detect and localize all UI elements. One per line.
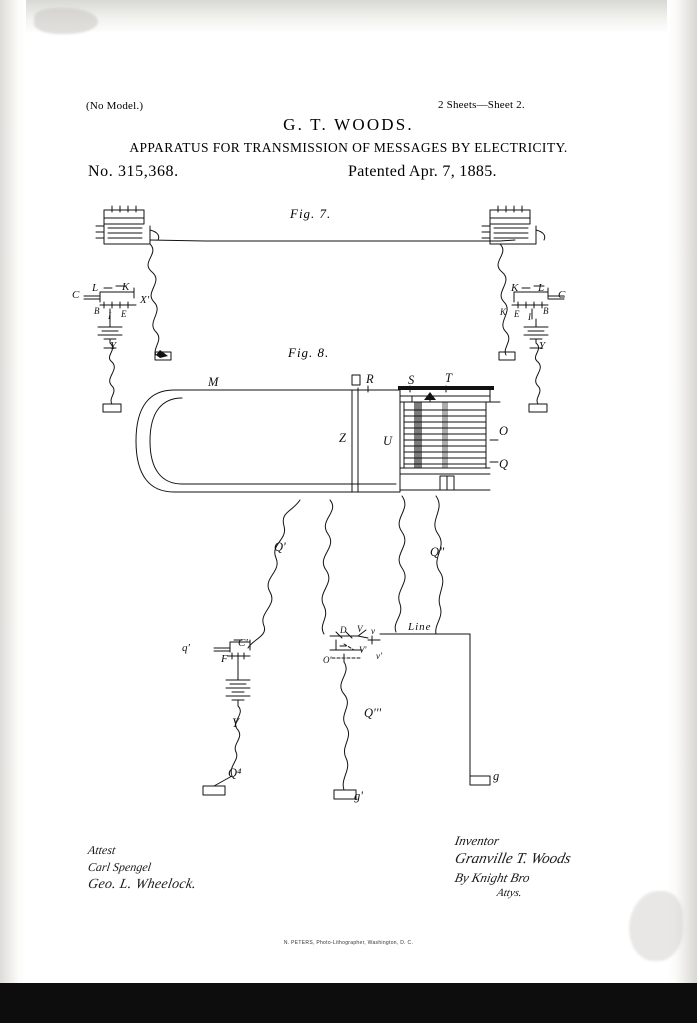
ref-letter-Q4: Q⁴ <box>228 766 242 780</box>
ref-letter-Q3: Q''' <box>364 706 382 720</box>
ref-letter-Oprime: O' <box>323 655 332 665</box>
fig8-lead-qdprime-a <box>322 500 333 634</box>
ref-letter-Y-right: Y <box>539 340 546 352</box>
fig8-tube <box>136 375 400 492</box>
ref-letter-B-left: B <box>94 306 100 316</box>
inventor-signature: Granville T. Woods <box>453 851 573 867</box>
ref-letter-gprime: g' <box>354 789 363 803</box>
attest-heading: Attest <box>87 843 117 857</box>
ref-letter-S: S <box>408 373 415 387</box>
sheet-count: 2 Sheets—Sheet 2. <box>438 99 525 111</box>
witness-two: Geo. L. Wheelock. <box>86 877 198 892</box>
ref-letter-Vprime: V' <box>359 645 367 655</box>
ref-letter-V: V <box>357 624 363 634</box>
ref-letter-T: T <box>445 371 452 385</box>
ref-letter-Y-lower: Y <box>232 716 239 730</box>
ref-letter-D: D <box>340 625 347 635</box>
ref-letter-U: U <box>383 434 393 448</box>
fig8-lead-qprime <box>248 500 300 648</box>
ref-letter-I-left: I <box>108 311 111 321</box>
ref-letter-I-right: I <box>528 312 531 322</box>
ref-letter-K-right-1: K <box>511 282 519 294</box>
ref-letter-q-prime-small: q' <box>182 642 190 654</box>
inventor-block <box>453 833 573 899</box>
scan-edge-bottom <box>0 983 697 1023</box>
patent-number: No. 315,368. <box>88 163 179 180</box>
fig7-right-instrument <box>482 206 545 244</box>
ref-letter-vprime: v' <box>376 651 382 661</box>
ref-label-line: Line <box>408 621 432 633</box>
fig8-lead-qdprime-b <box>395 496 405 632</box>
ref-letter-M: M <box>208 375 219 389</box>
fig7-line-wire <box>150 240 515 241</box>
no-model-note: (No Model.) <box>86 100 144 112</box>
figure-8-label: Fig. 8. <box>288 345 330 360</box>
ref-letter-E-left: E <box>121 309 127 319</box>
attorneys-label: Attys. <box>495 887 524 899</box>
inventor-byline: By Knight Bro <box>453 870 532 885</box>
ref-letter-C-right: C <box>558 289 566 301</box>
patent-date: Patented Apr. 7, 1885. <box>348 163 497 180</box>
ref-letter-v-lower: v <box>371 626 375 636</box>
fig7-left-instrument <box>96 206 159 244</box>
inventor-heading: Inventor <box>453 833 501 848</box>
ref-letter-L-right: L <box>538 282 545 294</box>
inventor-name-heading: G. T. WOODS. <box>283 115 414 134</box>
ref-letter-L-left: L <box>92 282 99 294</box>
fig8-relay-detail <box>330 630 490 799</box>
patent-title: APPARATUS FOR TRANSMISSION OF MESSAGES BY ELECTRICITY. <box>129 140 568 155</box>
ref-letter-g: g <box>493 769 500 783</box>
ref-letter-Qprime: Q' <box>274 540 286 554</box>
figure-7-label: Fig. 7. <box>290 206 332 221</box>
ref-letter-F: F <box>221 653 228 665</box>
ref-letter-O: O <box>499 424 509 438</box>
printer-imprint: N. PETERS, Photo-Lithographer, Washington, D. C. <box>283 940 414 946</box>
ref-letter-B-right: B <box>543 306 549 316</box>
ref-letter-Xprime-left: X' <box>140 294 150 306</box>
ref-letter-Q: Q <box>499 457 509 471</box>
ref-letter-Qdoubleprime: Q" <box>430 545 445 559</box>
ref-letter-Z: Z <box>339 431 346 445</box>
ref-letter-K-left: K <box>122 281 130 293</box>
witness-one: Carl Spengel <box>87 860 153 874</box>
ref-letter-K-right-2: K <box>500 307 507 317</box>
fig7-left-wavy-lead <box>148 244 159 355</box>
attest-block <box>88 843 196 895</box>
ref-letter-Y-left: Y <box>110 340 117 352</box>
ref-letter-Cprime: C' <box>238 637 248 649</box>
ref-letter-E-right: E <box>514 309 520 319</box>
ref-letter-R: R <box>366 372 374 386</box>
ref-letter-C-left: C <box>72 289 80 301</box>
